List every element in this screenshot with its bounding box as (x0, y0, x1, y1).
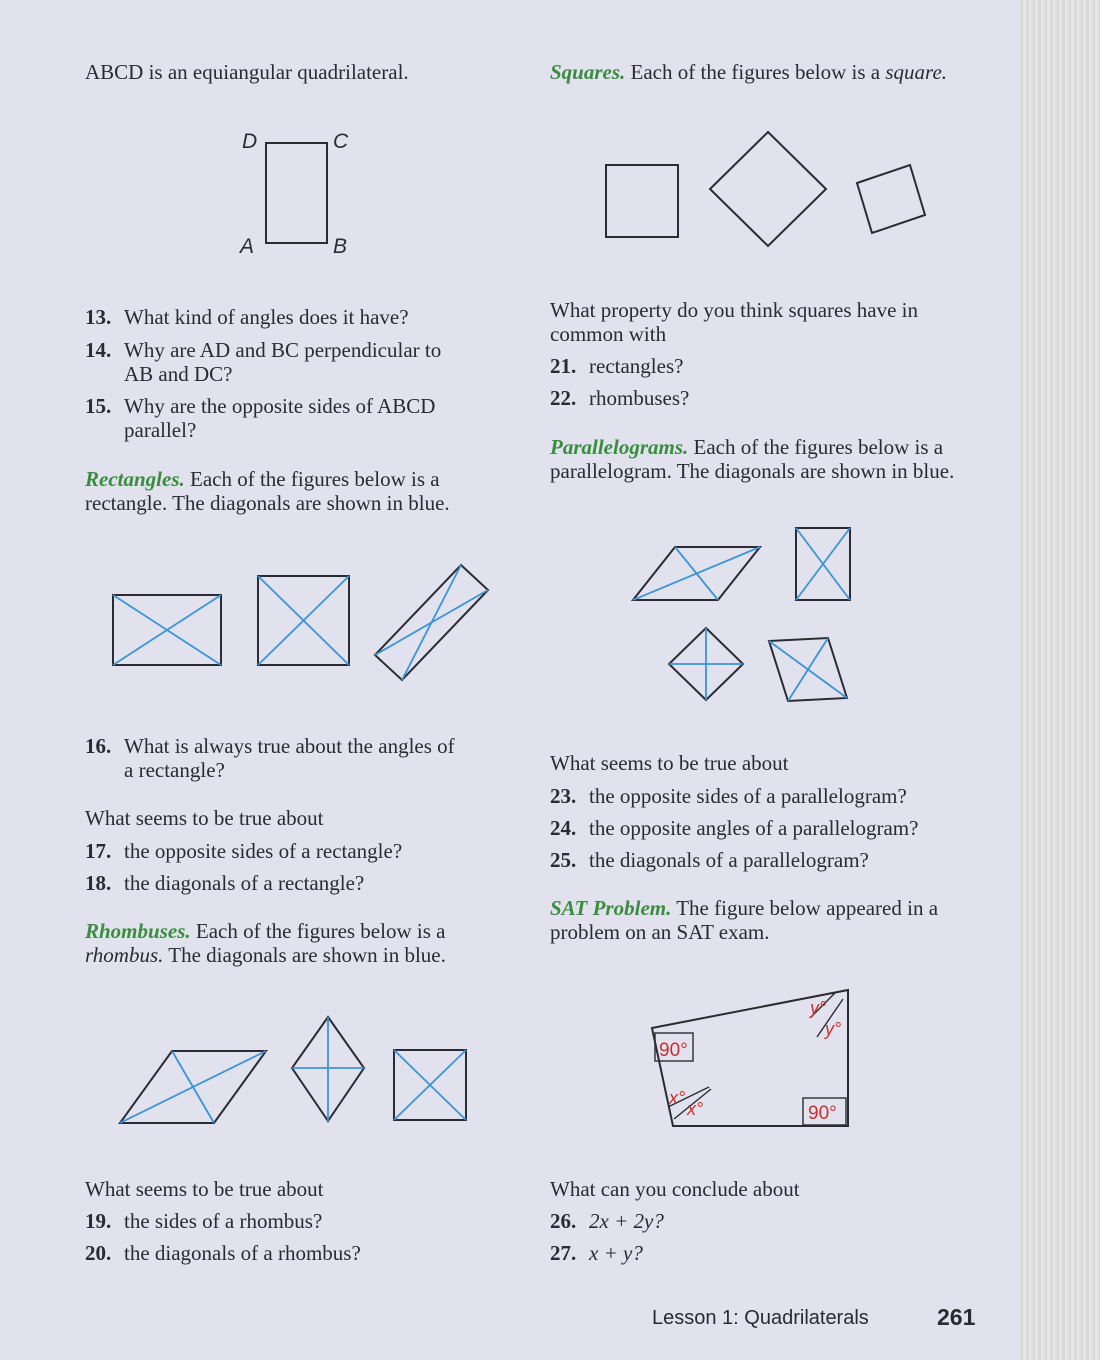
label-a: A (240, 235, 255, 258)
angle-x-lower: x° (687, 1099, 704, 1119)
squares-figure (600, 125, 940, 250)
abcd-rectangle (266, 143, 327, 243)
square-upright (606, 165, 678, 237)
page-edge (1020, 0, 1100, 1360)
parallelograms-about: What seems to be true about (550, 751, 789, 775)
question-14: 14. Why are AD and BC perpendicular to AB and DC? (85, 338, 442, 386)
rectangles-about: What seems to be true about (85, 806, 324, 830)
parallelograms-figure (625, 520, 865, 710)
squares-intro: Squares. Each of the figures below is a square. (550, 60, 948, 84)
question-22: 22. rhombuses? (550, 386, 690, 410)
angle-90-right: 90° (808, 1103, 837, 1124)
question-23: 23. the opposite sides of a parallelogram? (550, 784, 907, 808)
question-19: 19. the sides of a rhombus? (85, 1209, 323, 1233)
question-25: 25. the diagonals of a parallelogram? (550, 848, 869, 872)
rhombuses-about: What seems to be true about (85, 1177, 324, 1201)
squares-question: What property do you think squares have in common with (550, 298, 918, 346)
angle-90-left: 90° (659, 1040, 688, 1061)
label-d: D (242, 130, 258, 153)
angle-x-upper: x° (669, 1088, 686, 1108)
question-21: 21. rectangles? (550, 354, 684, 378)
parallelograms-heading: Parallelograms. (550, 435, 689, 459)
rhombuses-heading: Rhombuses. (85, 919, 191, 943)
sat-figure (645, 985, 865, 1135)
angle-y-lower: y° (825, 1019, 842, 1039)
page-number: 261 (937, 1304, 976, 1330)
rectangles-intro: Rectangles. Each of the figures below is a rectangle. The diagonals are shown in blue. (85, 467, 450, 515)
square-tilted (857, 165, 925, 233)
question-20: 20. the diagonals of a rhombus? (85, 1241, 361, 1265)
footer-lesson-title: Lesson 1: Quadrilaterals (652, 1307, 869, 1329)
parallelograms-intro: Parallelograms. Each of the figures below is a parallelogram. The diagonals are shown in blue. (550, 435, 955, 483)
abcd-rectangle-figure (230, 125, 360, 260)
question-16: 16. What is always true about the angles of a rectangle? (85, 734, 455, 782)
question-26: 26. 2x + 2y? (550, 1209, 664, 1233)
label-b: B (333, 235, 348, 258)
question-15: 15. Why are the opposite sides of ABCD parallel? (85, 394, 436, 442)
question-17: 17. the opposite sides of a rectangle? (85, 839, 403, 863)
question-13: 13. What kind of angles does it have? (85, 305, 409, 329)
angle-y-upper: y° (810, 998, 827, 1018)
question-18: 18. the diagonals of a rectangle? (85, 871, 365, 895)
sat-conclude: What can you conclude about (550, 1177, 800, 1201)
question-27: 27. x + y? (550, 1241, 643, 1265)
rhombuses-figure (110, 1010, 480, 1140)
label-c: C (333, 130, 349, 153)
question-24: 24. the opposite angles of a parallelogram? (550, 816, 919, 840)
sat-heading: SAT Problem. (550, 896, 672, 920)
square-diamond (710, 132, 826, 246)
squares-heading: Squares. (550, 60, 626, 84)
sat-intro: SAT Problem. The figure below appeared in a problem on an SAT exam. (550, 896, 939, 944)
rhombuses-intro: Rhombuses. Each of the figures below is a rhombus. The diagonals are shown in blue. (85, 919, 446, 967)
rectangles-figure (105, 560, 505, 690)
rectangles-heading: Rectangles. (85, 467, 185, 491)
intro-text: ABCD is an equiangular quadrilateral. (85, 60, 409, 84)
